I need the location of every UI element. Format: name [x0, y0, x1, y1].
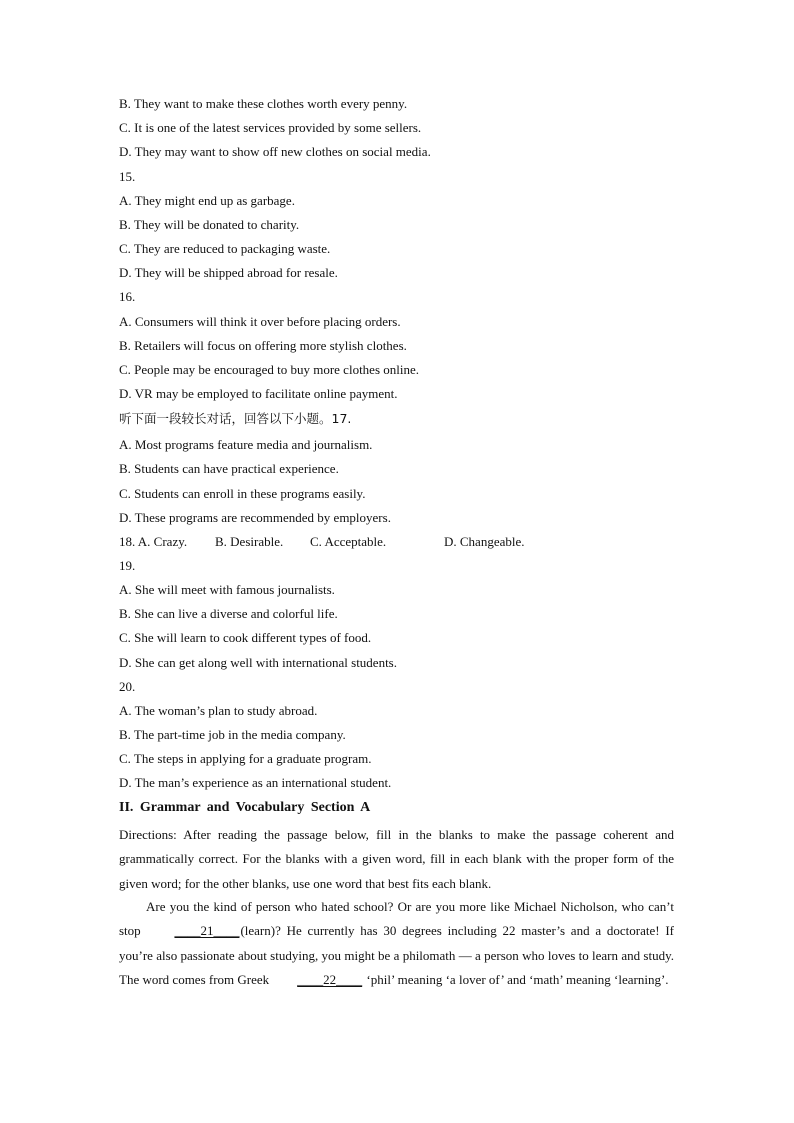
question-15-number: 15.	[119, 169, 136, 184]
option-19-b: B. She can live a diverse and colorful life.	[119, 606, 338, 621]
option-15-b: B. They will be donated to charity.	[119, 217, 300, 232]
option-20-c: C. The steps in applying for a graduate program.	[119, 751, 372, 766]
option-15-d: D. They will be shipped abroad for resale.	[119, 265, 338, 280]
option-19-a: A. She will meet with famous journalists.	[119, 582, 335, 597]
section-heading: II. Grammar and Vocabulary Section A	[119, 800, 371, 815]
directions-paragraph: Directions: After reading the passage below, fill in the blanks to make the passage coherent and grammatically correct. For the blanks with a given word, fill in each blank with the proper form of the given word; for the other blanks, use one word that best fits each blank.	[119, 827, 674, 891]
option-14-b: B. They want to make these clothes worth every penny.	[119, 96, 408, 111]
option-17-b: B. Students can have practical experience.	[119, 461, 339, 476]
option-20-b: B. The part-time job in the media company.	[119, 727, 346, 742]
option-16-d: D. VR may be employed to facilitate online payment.	[119, 386, 398, 401]
passage-text-1: Are you the kind of person who hated school? Or are you more like Michael Nicholson, who can’t stop	[119, 899, 674, 939]
dialogue-intro: 听下面一段较长对话，回答以下小题。17.	[119, 411, 352, 426]
option-18-a: 18. A. Crazy.	[119, 534, 188, 549]
option-18-c: C. Acceptable.	[310, 534, 387, 549]
option-16-c: C. People may be encouraged to buy more clothes online.	[119, 362, 420, 377]
passage-text-2: (learn)? He currently has 30 degrees including 22 master’s and a doctorate! If you’re also passionate about studying, you might be a philomath — a person who loves to learn and study. The word comes from Greek	[119, 923, 675, 987]
option-20-a: A. The woman’s plan to study abroad.	[119, 703, 318, 718]
question-18-row	[119, 534, 525, 550]
option-20-d: D. The man’s experience as an international student.	[119, 775, 392, 790]
passage-text-3: ‘phil’ meaning ‘a lover of’ and ‘math’ meaning ‘learning’.	[363, 971, 669, 987]
passage-paragraph	[119, 895, 674, 992]
option-16-b: B. Retailers will focus on offering more stylish clothes.	[119, 338, 407, 353]
option-17-d: D. These programs are recommended by employers.	[119, 510, 391, 525]
option-19-c: C. She will learn to cook different types of food.	[119, 630, 372, 645]
blank-21[interactable]: ____21____	[174, 923, 240, 939]
option-17-c: C. Students can enroll in these programs easily.	[119, 486, 366, 501]
question-19-number: 19.	[119, 558, 136, 573]
question-16-number: 16.	[119, 289, 136, 304]
question-20-number: 20.	[119, 679, 136, 694]
option-15-a: A. They might end up as garbage.	[119, 193, 295, 208]
option-19-d: D. She can get along well with international students.	[119, 655, 397, 670]
option-18-d: D. Changeable.	[444, 534, 525, 549]
blank-22[interactable]: ____22____	[297, 971, 363, 987]
option-16-a: A. Consumers will think it over before placing orders.	[119, 314, 401, 329]
option-18-b: B. Desirable.	[215, 534, 284, 549]
option-17-a: A. Most programs feature media and journalism.	[119, 437, 373, 452]
option-14-d: D. They may want to show off new clothes on social media.	[119, 144, 431, 159]
option-14-c: C. It is one of the latest services provided by some sellers.	[119, 120, 422, 135]
option-15-c: C. They are reduced to packaging waste.	[119, 241, 331, 256]
